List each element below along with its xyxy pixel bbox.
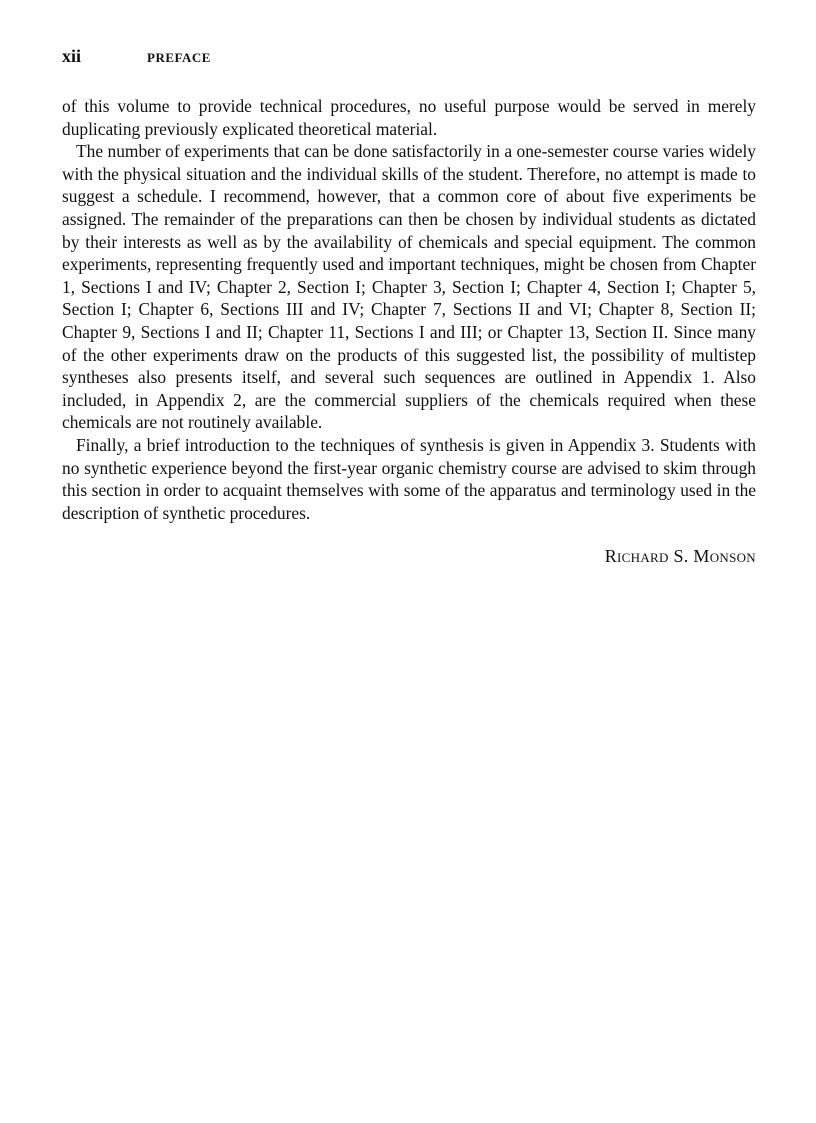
page-number: xii: [62, 46, 82, 66]
paragraph-continuation: of this volume to provide technical procedures, no useful purpose would be served in merely duplicating previously explicated theoretical material.: [62, 96, 756, 139]
body-text: [62, 95, 756, 524]
author-signature: Richard S. Monson: [604, 546, 756, 567]
section-title: PREFACE: [147, 50, 211, 65]
document-page: [62, 46, 756, 567]
paragraph-experiments: The number of experiments that can be done satisfactorily in a one-semester course varies widely with the physical situation and the individual skills of the student. Therefore, no attempt is made to suggest a schedule. I recommend, however, that a common core of about five experiments be assigned. The remainder of the preparations can then be chosen by individual students as dictated by their interests as well as by the availability of chemicals and special equipment. The common experiments, representing frequently used and important techniques, might be chosen from Chapter 1, Sections I and IV; Chapter 2, Section I; Chapter 3, Section I; Chapter 4, Section I; Chapter 5, Section I; Chapter 6, Sections III and IV; Chapter 7, Sections II and VI; Chapter 8, Section II; Chapter 9, Sections I and II; Chapter 11, Sections I and III; or Chapter 13, Section II. Since many of the other experiments draw on the products of this suggested list, the possibility of multistep syntheses also presents itself, and several such sequences are outlined in Appendix 1. Also included, in Appendix 2, are the commercial suppliers of the chemicals required when these chemicals are not routinely available.: [62, 141, 756, 433]
paragraph-appendix: Finally, a brief introduction to the techniques of synthesis is given in Appendix 3. Students with no synthetic experience beyond the first-year organic chemistry course are advised to skim through this section in order to acquaint themselves with some of the apparatus and terminology used in the description of synthetic procedures.: [62, 434, 756, 523]
running-head: [62, 46, 756, 74]
